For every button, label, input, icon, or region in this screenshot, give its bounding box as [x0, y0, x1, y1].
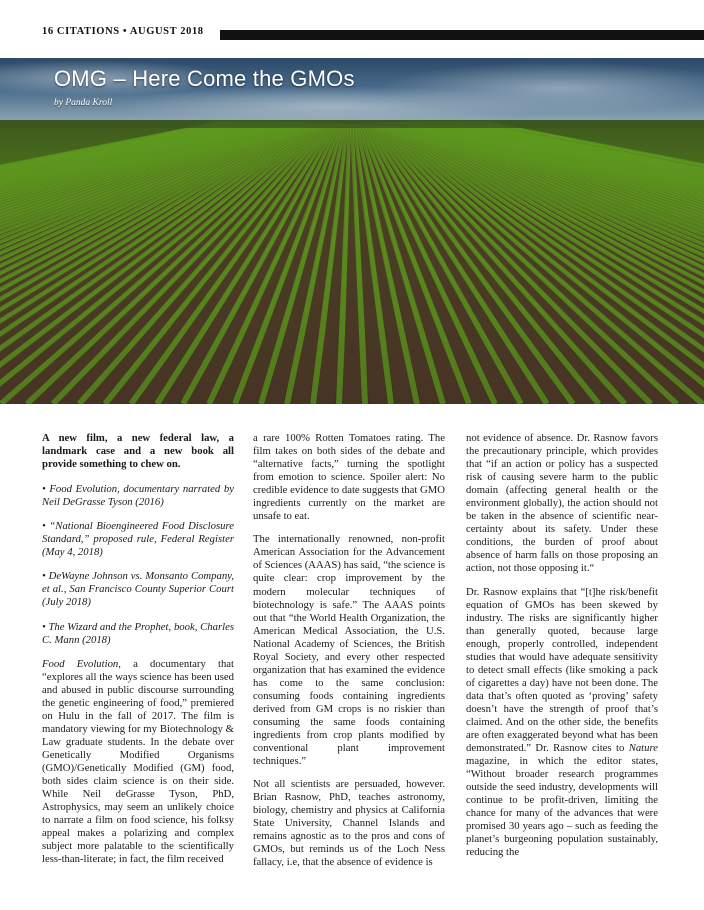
text-column-3 — [466, 432, 658, 860]
hero-field-image — [0, 58, 704, 404]
film-title: Food Evolution — [42, 657, 119, 670]
magazine-title: Nature — [628, 742, 658, 755]
text-column-1 — [42, 432, 234, 866]
body-text: Dr. Rasnow explains that “[t]he risk/benefit equation of GMOs has been skewed by industry. The risks are significantly higher than generally quoted, because large enough, properly controlled, independent studies that would have adequate sensitivity to detect small effects (like smoking a pack of cigarettes a day) have not been done. The data that’s often quoted as ‘proving’ safety doesn’t have the strength of proof that’s claimed. And on the other side, the benefits are often exaggerated beyond what has been demonstrated.” Dr. Rasnow cites to — [466, 585, 658, 755]
horizon-band — [0, 120, 704, 128]
text-column-2 — [253, 432, 445, 870]
reference-item: • DeWayne Johnson vs. Monsanto Company, et al., San Francisco County Superior Court (July 2018) — [42, 570, 234, 609]
article-title: OMG – Here Come the GMOs — [54, 66, 355, 91]
body-paragraph: Not all scientists are persuaded, however. Brian Rasnow, PhD, teaches astronomy, biology, chemistry and physics at California State University, Channel Islands and remains agnostic as to the pros and cons of GMOs, but reminds us of the Loch Ness fallacy, i.e, that the absence of evidence is — [253, 778, 445, 869]
running-head: 16 CITATIONS • AUGUST 2018 — [42, 26, 204, 37]
reference-item: • Food Evolution, documentary narrated by Neil DeGrasse Tyson (2016) — [42, 483, 234, 509]
body-text: , a documentary that “explores all the ways science has been used and abused in public discourse surrounding the genetic engineering of food,” premiered on Hulu in the fall of 2017. The film is mandatory viewing for my Biotechnology & Law graduate students. In the debate over Genetically Modified Organisms (GMO)/Genetically Modified (GM) food, both sides claim science is on their side. While Neil deGrasse Tyson, PhD, Astrophysics, may seem an unlikely choice to narrate a film on food science, his folksy appeal makes a polarizing and complex subject more palatable to the scientifically less-than-literate; in fact, the film received — [42, 657, 234, 866]
article-lead: A new film, a new federal law, a landmark case and a new book all provide something to chew on. — [42, 432, 234, 471]
body-paragraph: not evidence of absence. Dr. Rasnow favors the precautionary principle, which provides that “if an action or policy has a suspected risk of causing severe harm to the public domain (affecting general health or the environment globally), the action should not be taken in the absence of scientific near-certainty about its safety. Under these conditions, the burden of proof about absence of harm falls on those proposing an action, not those opposing it.“ — [466, 432, 658, 575]
reference-item: • The Wizard and the Prophet, book, Charles C. Mann (2018) — [42, 620, 234, 646]
article-byline: by Panda Kroll — [54, 98, 113, 108]
body-paragraph — [466, 586, 658, 860]
body-paragraph: a rare 100% Rotten Tomatoes rating. The film takes on both sides of the debate and “alternative facts,” turning the spotlight from emotion to science. Spoiler alert: No credible evidence to date suggests that GMO ingredients currently on the market are unsafe to eat. — [253, 432, 445, 523]
body-text: magazine, in which the editor states, “Without broader research programmes outside the seed industry, developments will continue to be profit-driven, limiting the chance for many of the advances that were promised 30 years ago – such as feeding the planet’s burgeoning population sustainably, reducing the — [466, 755, 658, 859]
reference-item: • “National Bioengineered Food Disclosure Standard,” proposed rule, Federal Register (May 4, 2018) — [42, 520, 234, 559]
header-rule — [220, 30, 704, 40]
body-paragraph: The internationally renowned, non-profit American Association for the Advancement of Sciences (AAAS) has said, “the science is quite clear: crop improvement by the modern molecular techniques of biotechnology is safe.” The AAAS points out that “the World Health Organization, the American Medical Association, the U.S. National Academy of Sciences, the British Royal Society, and every other respected organization that has examined the evidence has come to the same conclusion: consuming foods containing ingredients derived from GM crops is no riskier than consuming the same foods containing ingredients from crop plants modified by conventional plant improvement techniques.” — [253, 533, 445, 768]
body-paragraph — [42, 658, 234, 867]
